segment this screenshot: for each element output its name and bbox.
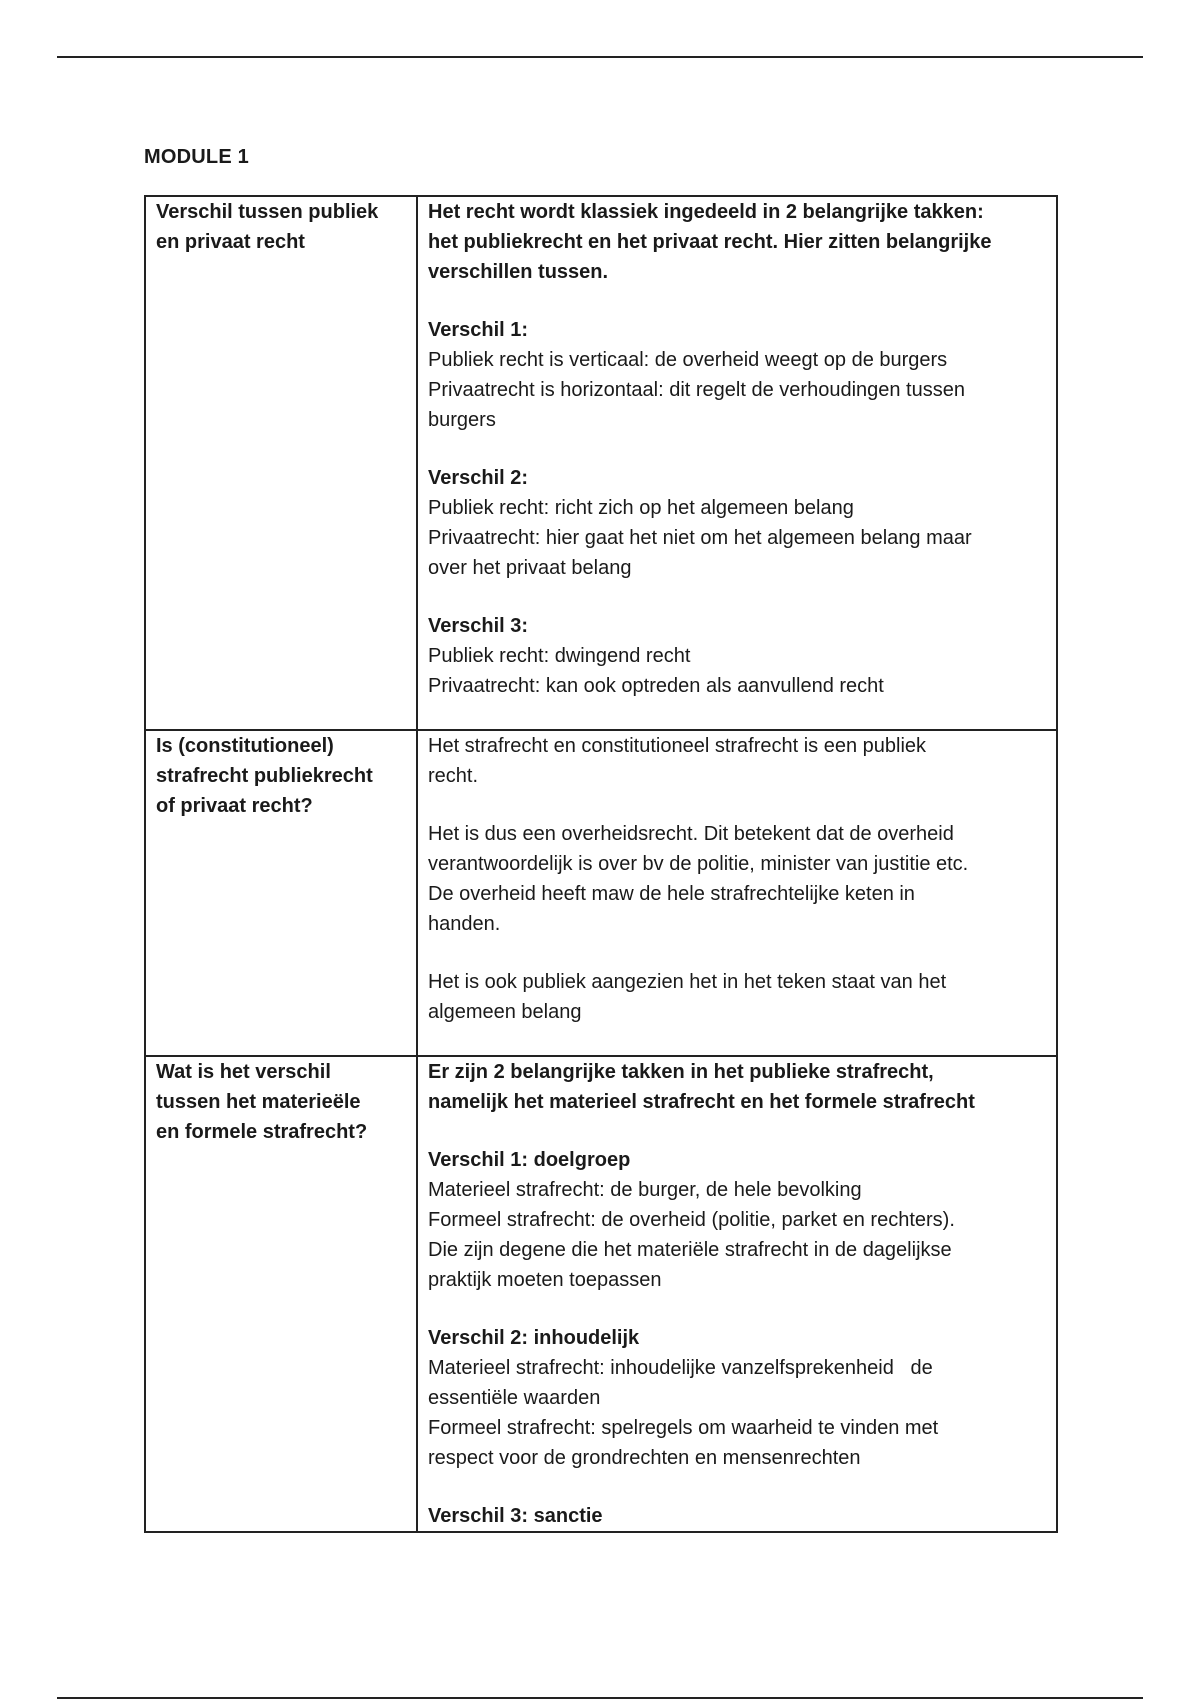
qa-table (144, 195, 1058, 1533)
answer-text: Materieel strafrecht: de burger, de hele bevolking (428, 1179, 862, 1201)
answer-text: Die zijn degene die het materiële strafrecht in de dagelijkse (428, 1239, 952, 1261)
question-text: Is (constitutioneel) (156, 735, 334, 757)
answer-intro: namelijk het materieel strafrecht en het formele strafrecht (428, 1091, 975, 1113)
answer-text: Het is ook publiek aangezien het in het teken staat van het (428, 971, 947, 993)
difference-heading: Verschil 1: doelgroep (428, 1149, 631, 1171)
question-text: tussen het materieële (156, 1091, 361, 1113)
answer-intro: het publiekrecht en het privaat recht. Hier zitten belangrijke (428, 231, 992, 253)
difference-heading: Verschil 2: (428, 467, 529, 489)
answer-cell (417, 730, 1057, 1056)
question-text: strafrecht publiekrecht (156, 765, 373, 787)
answer-text: Privaatrecht: kan ook optreden als aanvullend recht (428, 675, 884, 697)
answer-intro: Er zijn 2 belangrijke takken in het publieke strafrecht, (428, 1061, 934, 1083)
answer-text: burgers (428, 409, 496, 431)
answer-text: Formeel strafrecht: de overheid (politie, parket en rechters). (428, 1209, 955, 1231)
header-rule (57, 56, 1143, 58)
answer-text: respect voor de grondrechten en mensenrechten (428, 1447, 861, 1469)
question-text: Wat is het verschil (156, 1061, 331, 1083)
question-text: Verschil tussen publiek (156, 201, 379, 223)
answer-text: praktijk moeten toepassen (428, 1269, 662, 1291)
question-cell (145, 196, 417, 730)
question-cell (145, 1056, 417, 1532)
question-text: en formele strafrecht? (156, 1121, 368, 1143)
answer-text: Privaatrecht: hier gaat het niet om het algemeen belang maar (428, 527, 972, 549)
answer-text: Het strafrecht en constitutioneel strafrecht is een publiek (428, 735, 927, 757)
table-row (145, 730, 1057, 1056)
answer-text: Publiek recht: richt zich op het algemeen belang (428, 497, 854, 519)
difference-heading: Verschil 2: inhoudelijk (428, 1327, 640, 1349)
answer-text: De overheid heeft maw de hele strafrechtelijke keten in (428, 883, 915, 905)
question-cell (145, 730, 417, 1056)
answer-intro: Het recht wordt klassiek ingedeeld in 2 belangrijke takken: (428, 201, 984, 223)
difference-heading: Verschil 3: (428, 615, 529, 637)
answer-text: handen. (428, 913, 501, 935)
question-text: of privaat recht? (156, 795, 313, 817)
answer-intro: verschillen tussen. (428, 261, 609, 283)
answer-text: Privaatrecht is horizontaal: dit regelt de verhoudingen tussen (428, 379, 965, 401)
module-title: MODULE 1 (144, 146, 249, 168)
question-text: en privaat recht (156, 231, 305, 253)
footer-rule (57, 1697, 1143, 1699)
answer-text: algemeen belang (428, 1001, 582, 1023)
table-row (145, 1056, 1057, 1532)
difference-heading: Verschil 3: sanctie (428, 1505, 603, 1527)
answer-cell (417, 1056, 1057, 1532)
table-row (145, 196, 1057, 730)
answer-text: over het privaat belang (428, 557, 632, 579)
answer-text: Publiek recht: dwingend recht (428, 645, 691, 667)
difference-heading: Verschil 1: (428, 319, 529, 341)
answer-text: Publiek recht is verticaal: de overheid weegt op de burgers (428, 349, 948, 371)
answer-text: Materieel strafrecht: inhoudelijke vanzelfsprekenheid de (428, 1357, 933, 1379)
answer-text: verantwoordelijk is over bv de politie, minister van justitie etc. (428, 853, 969, 875)
answer-text: recht. (428, 765, 479, 787)
answer-text: Het is dus een overheidsrecht. Dit betekent dat de overheid (428, 823, 954, 845)
answer-text: essentiële waarden (428, 1387, 601, 1409)
answer-cell (417, 196, 1057, 730)
answer-text: Formeel strafrecht: spelregels om waarheid te vinden met (428, 1417, 939, 1439)
